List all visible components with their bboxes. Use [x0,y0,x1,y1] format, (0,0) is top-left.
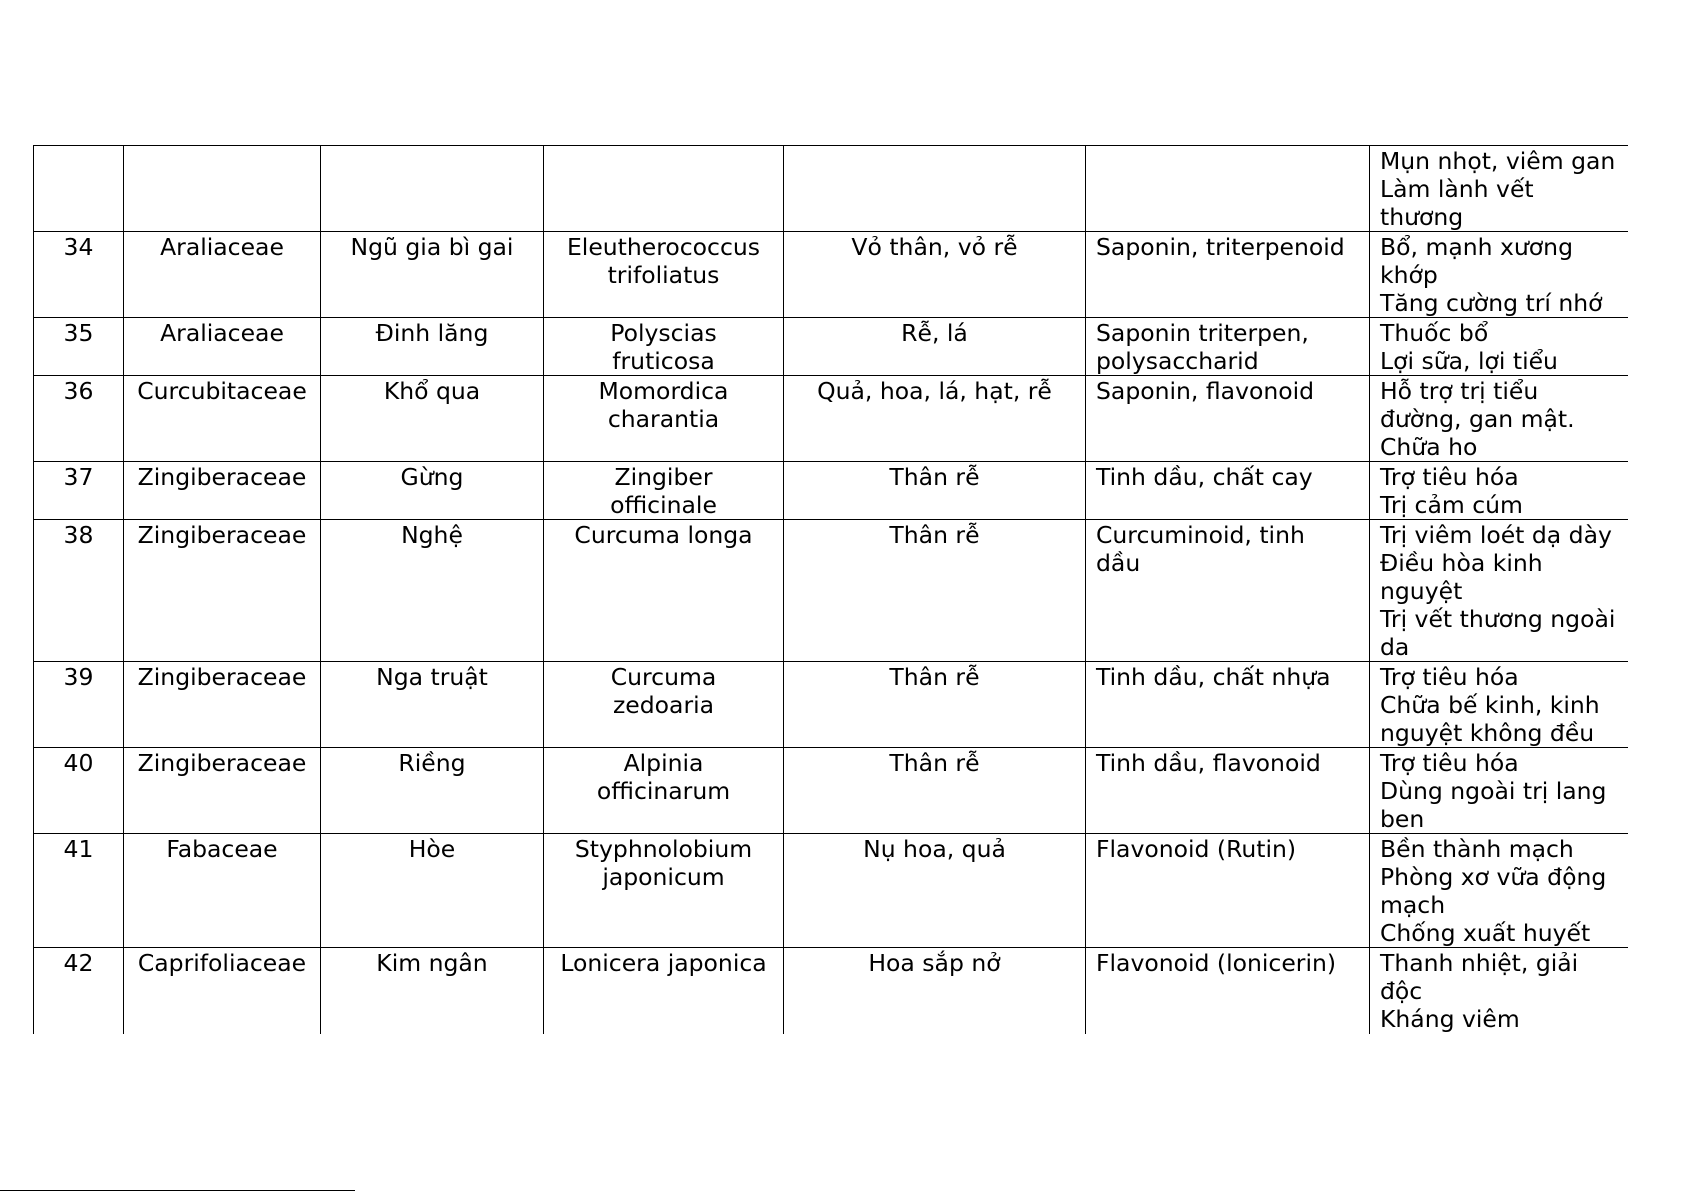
cell-compounds: Saponin, flavonoid [1086,376,1370,462]
cell-scientific-name: Eleutherococcus trifoliatus [544,232,784,318]
cell-compounds: Flavonoid (Rutin) [1086,834,1370,948]
cell-number: 37 [34,462,124,520]
cell-number [34,146,124,232]
cell-uses: Bền thành mạch Phòng xơ vữa động mạch Chống xuất huyết [1370,834,1628,948]
cell-scientific-name: Zingiber officinale [544,462,784,520]
cell-compounds: Saponin triterpen, polysaccharid [1086,318,1370,376]
cell-vietnamese-name: Nga truật [321,662,544,748]
table-row [34,462,1628,520]
cell-vietnamese-name: Đinh lăng [321,318,544,376]
cell-scientific-name: Lonicera japonica [544,948,784,1034]
cell-uses: Hỗ trợ trị tiểu đường, gan mật. Chữa ho [1370,376,1628,462]
cell-family: Caprifoliaceae [124,948,321,1034]
cell-family: Zingiberaceae [124,520,321,662]
cell-vietnamese-name: Nghệ [321,520,544,662]
cell-number: 40 [34,748,124,834]
cell-plant-part: Hoa sắp nở [784,948,1086,1034]
cell-plant-part: Thân rễ [784,520,1086,662]
table-row [34,318,1628,376]
cell-plant-part: Quả, hoa, lá, hạt, rễ [784,376,1086,462]
cell-vietnamese-name: Hòe [321,834,544,948]
cell-uses: Trợ tiêu hóa Chữa bế kinh, kinh nguyệt không đều [1370,662,1628,748]
cell-family: Araliaceae [124,232,321,318]
table-row [34,232,1628,318]
cell-family: Zingiberaceae [124,748,321,834]
cell-vietnamese-name: Riềng [321,748,544,834]
table-row [34,748,1628,834]
cell-scientific-name: Curcuma zedoaria [544,662,784,748]
cell-number: 39 [34,662,124,748]
cell-uses: Bổ, mạnh xương khớp Tăng cường trí nhớ [1370,232,1628,318]
table-row [34,376,1628,462]
cell-uses: Trợ tiêu hóa Trị cảm cúm [1370,462,1628,520]
cell-scientific-name: Curcuma longa [544,520,784,662]
cell-compounds: Tinh dầu, chất cay [1086,462,1370,520]
cell-uses: Thanh nhiệt, giải độc Kháng viêm [1370,948,1628,1034]
cell-number: 42 [34,948,124,1034]
cell-uses: Trợ tiêu hóa Dùng ngoài trị lang ben [1370,748,1628,834]
table-row [34,146,1628,232]
table-row [34,520,1628,662]
cell-vietnamese-name: Khổ qua [321,376,544,462]
cell-plant-part: Rễ, lá [784,318,1086,376]
cell-number: 38 [34,520,124,662]
cell-compounds: Flavonoid (lonicerin) [1086,948,1370,1034]
cell-number: 34 [34,232,124,318]
cell-plant-part: Vỏ thân, vỏ rễ [784,232,1086,318]
cell-family [124,146,321,232]
table-row [34,662,1628,748]
table-row [34,948,1628,1034]
cell-scientific-name [544,146,784,232]
cell-scientific-name: Alpinia officinarum [544,748,784,834]
cell-uses: Thuốc bổ Lợi sữa, lợi tiểu [1370,318,1628,376]
cell-vietnamese-name: Gừng [321,462,544,520]
cell-vietnamese-name: Ngũ gia bì gai [321,232,544,318]
cell-plant-part: Thân rễ [784,462,1086,520]
cell-family: Araliaceae [124,318,321,376]
cell-plant-part: Nụ hoa, quả [784,834,1086,948]
cell-vietnamese-name [321,146,544,232]
cell-compounds: Tinh dầu, flavonoid [1086,748,1370,834]
cell-vietnamese-name: Kim ngân [321,948,544,1034]
cell-number: 35 [34,318,124,376]
cell-uses: Mụn nhọt, viêm gan Làm lành vết thương [1370,146,1628,232]
cell-family: Curcubitaceae [124,376,321,462]
cell-plant-part [784,146,1086,232]
cell-family: Fabaceae [124,834,321,948]
cell-compounds [1086,146,1370,232]
cell-scientific-name: Styphnolobium japonicum [544,834,784,948]
table-row [34,834,1628,948]
cell-family: Zingiberaceae [124,462,321,520]
cell-compounds: Saponin, triterpenoid [1086,232,1370,318]
cell-compounds: Curcuminoid, tinh dầu [1086,520,1370,662]
table-body [34,146,1628,1034]
cell-scientific-name: Polyscias fruticosa [544,318,784,376]
cell-number: 36 [34,376,124,462]
cell-number: 41 [34,834,124,948]
cell-uses: Trị viêm loét dạ dày Điều hòa kinh nguyệt Trị vết thương ngoài da [1370,520,1628,662]
cell-compounds: Tinh dầu, chất nhựa [1086,662,1370,748]
cell-family: Zingiberaceae [124,662,321,748]
cell-scientific-name: Momordica charantia [544,376,784,462]
cell-plant-part: Thân rễ [784,748,1086,834]
medicinal-plants-table [33,145,1628,1034]
cell-plant-part: Thân rễ [784,662,1086,748]
